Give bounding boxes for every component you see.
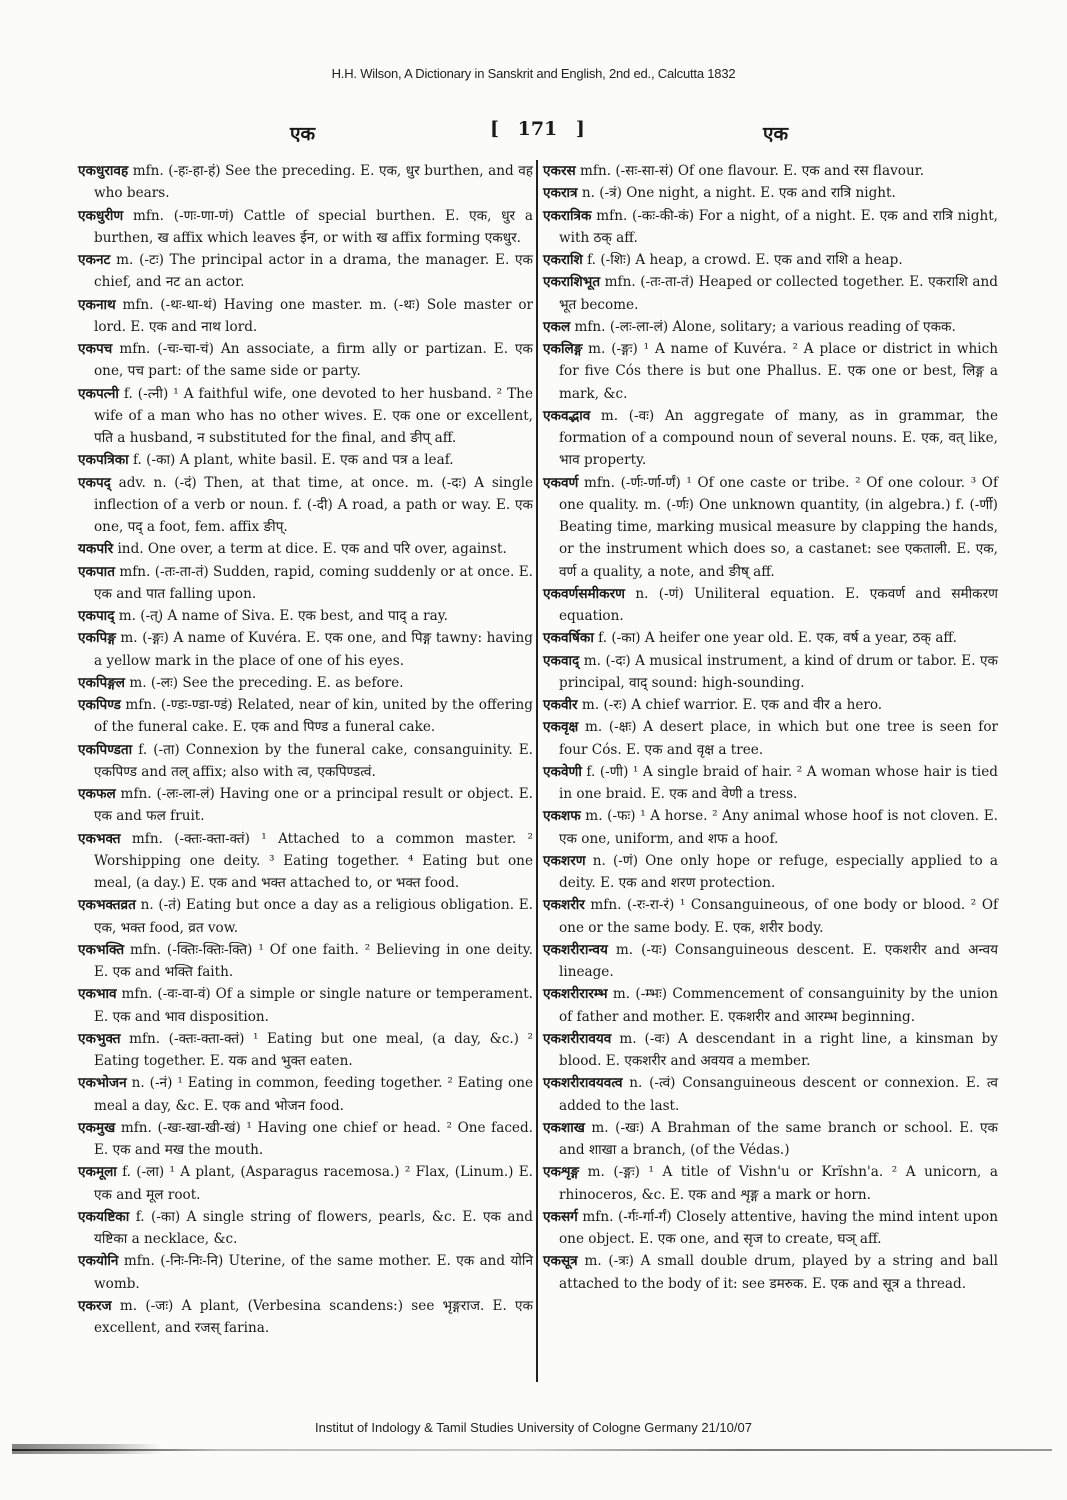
- definition: m. (-ङ्गः) A name of Kuvéra. E. एक one, and पिङ्ग tawny: having a yellow mark in the place of one of his eyes.: [94, 630, 533, 669]
- dictionary-entry: [78, 828, 533, 895]
- headword: एकराशिभूत: [543, 274, 601, 291]
- dictionary-entry: [543, 694, 998, 716]
- footer-caption: Institut of Indology & Tamil Studies University of Cologne Germany 21/10/07: [315, 1420, 752, 1435]
- definition: m. (-खः) A Brahman of the same branch or school. E. एक and शाखा a branch, (of the Védas.): [559, 1119, 998, 1158]
- headword: एकपद्: [78, 474, 111, 491]
- definition: mfn. (-तः-ता-तं) Sudden, rapid, coming suddenly or at once. E. एक and पात falling upon.: [94, 563, 533, 602]
- headword: एकल: [543, 318, 571, 335]
- headword: एकपत्रिका: [78, 452, 129, 469]
- definition: m. (-वः) An aggregate of many, as in grammar, the formation of a compound noun of several nouns. E. एक, वत् like, भाव property.: [559, 407, 998, 469]
- source-caption: H.H. Wilson, A Dictionary in Sanskrit and English, 2nd ed., Calcutta 1832: [331, 66, 736, 81]
- definition: mfn. (-निः-निः-नि) Uterine, of the same mother. E. एक and योनि womb.: [94, 1253, 533, 1292]
- definition: m. (-त्) A name of Siva. E. एक best, and पाद् a ray.: [114, 608, 448, 624]
- headword: एकवेणी: [543, 763, 582, 780]
- headword: एकरात्र: [543, 185, 578, 202]
- dictionary-entry: [78, 783, 533, 828]
- dictionary-entry: [78, 605, 533, 627]
- definition: mfn. (-क्तः-क्ता-क्तं) ¹ Attached to a common master. ² Worshipping one deity. ³ Eating together. ⁴ Eating but one meal, (a day.) E. एक and भक्त attached to, or भक्त food.: [94, 830, 533, 891]
- headword: एकभुक्त: [78, 1030, 121, 1047]
- dictionary-entry: [543, 627, 998, 649]
- headword: एकपात: [78, 563, 115, 580]
- headword: एकमुख: [78, 1119, 116, 1136]
- definition: f. (-का) A heifer one year old. E. एक, वर्ष a year, ठक् aff.: [593, 630, 957, 647]
- headword: एकपत्नी: [78, 385, 119, 402]
- headword: एकवद्भाव: [543, 407, 591, 424]
- headword: एकपिण्ड: [78, 697, 121, 713]
- definition: n. (-तं) Eating but once a day as a religious obligation. E. एक, भक्त food, व्रत vow.: [94, 897, 533, 936]
- dictionary-entry: [78, 939, 533, 984]
- headword: एकशाख: [543, 1119, 585, 1136]
- definition: f. (-णी) ¹ A single braid of hair. ² A woman whose hair is tied in one braid. E. एक and वेणी a tress.: [559, 763, 998, 802]
- headword: एकमूला: [78, 1164, 117, 1181]
- headword: एकशरण: [543, 852, 586, 869]
- running-head-left: एक: [290, 123, 316, 145]
- headword: एकभोजन: [78, 1075, 127, 1092]
- definition: m. (-टः) The principal actor in a drama, the manager. E. एक chief, and नट an actor.: [94, 252, 533, 291]
- definition: n. (-नं) ¹ Eating in common, feeding together. ² Eating one meal a day, &c. E. एक and भोजन food.: [94, 1075, 533, 1114]
- definition: f. (-त्नी) ¹ A faithful wife, one devoted to her husband. ² The wife of a man who has no other wives. E. एक one or excellent, पति a husband, न substituted for the final, and ङीप् aff.: [94, 385, 533, 446]
- headword: एकसर्ग: [543, 1208, 578, 1225]
- definition: mfn. (-वः-वा-वं) Of a simple or single nature or temperament. E. एक and भाव disposition.: [94, 986, 533, 1025]
- dictionary-entry: [78, 739, 533, 784]
- running-head: [0, 118, 1067, 148]
- headword: एकवीर: [543, 697, 578, 713]
- dictionary-entry: [78, 894, 533, 939]
- dictionary-entry: [78, 1117, 533, 1162]
- dictionary-entry: [543, 1072, 998, 1117]
- dictionary-entry: [543, 160, 998, 182]
- headword: एकनट: [78, 252, 111, 268]
- definition: m. (-जः) A plant, (Verbesina scandens:) see भृङ्गराज. E. एक excellent, and रजस् farina.: [94, 1297, 533, 1336]
- headword: एकफल: [78, 786, 116, 802]
- dictionary-entry: [543, 983, 998, 1028]
- definition: m. (-लः) See the preceding. E. as before.: [125, 674, 404, 691]
- definition: adv. n. (-दं) Then, at that time, at once. m. (-दः) A single inflection of a verb or noun. f. (-दी) A road, a path or way. E. एक one, पद् a foot, fem. affix ङीप्.: [94, 474, 533, 535]
- headword: एकवाद्: [543, 652, 580, 669]
- left-column: [78, 160, 533, 1339]
- definition: f. (-ता) Connexion by the funeral cake, consanguinity. E. एकपिण्ड and तल् affix; also with त्व, एकपिण्डत्वं.: [94, 741, 533, 780]
- dictionary-entry: [78, 1028, 533, 1073]
- headword: एकसूत्र: [543, 1253, 578, 1270]
- headword: एकशफ: [543, 808, 581, 825]
- dictionary-entry: [543, 405, 998, 472]
- dictionary-entry: [78, 1072, 533, 1117]
- dictionary-entry: [78, 294, 533, 339]
- headword: एकशरीर: [543, 897, 585, 914]
- dictionary-entry: [543, 1206, 998, 1251]
- headword: यकपरि: [78, 541, 114, 558]
- headword: एकवृक्ष: [543, 719, 579, 736]
- headword: एकशृङ्ग: [543, 1164, 580, 1181]
- headword: एकधुरावह: [78, 163, 129, 179]
- definition: m. (-वः) A descendant in a right line, a kinsman by blood. E. एकशरीर and अवयव a member.: [559, 1030, 998, 1069]
- running-head-right: एक: [763, 123, 789, 145]
- dictionary-entry: [78, 205, 533, 250]
- dictionary-entry: [78, 383, 533, 450]
- definition: mfn. (-क्तः-क्ता-क्तं) ¹ Eating but one meal, (a day, &c.) ² Eating together. E. यक and भुक्त eaten.: [94, 1030, 533, 1069]
- definition: mfn. (-लः-ला-लं) Having one or a principal result or object. E. एक and फल fruit.: [94, 786, 533, 825]
- column-divider: [536, 160, 538, 1382]
- definition: m. (-त्रः) A small double drum, played by a string and ball attached to the body of it: see डमरुक. E. एक and सूत्र a thread.: [559, 1253, 998, 1292]
- definition: m. (-दः) A musical instrument, a kind of drum or tabor. E. एक principal, वाद् sound: high-sounding.: [559, 652, 998, 691]
- dictionary-entry: [543, 271, 998, 316]
- dictionary-entry: [78, 1295, 533, 1340]
- dictionary-entry: [543, 472, 998, 583]
- dictionary-entry: [78, 538, 533, 560]
- definition: mfn. (-हः-हा-हं) See the preceding. E. एक, धुर burthen, and वह who bears.: [94, 163, 533, 202]
- definition: mfn. (-थः-था-थं) Having one master. m. (-थः) Sole master or lord. E. एक and नाथ lord.: [94, 296, 533, 335]
- dictionary-entry: [543, 650, 998, 695]
- definition: mfn. (-कः-की-कं) For a night, of a night. E. एक and रात्रि night, with ठक् aff.: [559, 207, 998, 246]
- headword: एकलिङ्ग: [543, 341, 583, 357]
- dictionary-entry: [78, 1206, 533, 1251]
- headword: एकपिण्डता: [78, 741, 133, 758]
- definition: mfn. (-तः-ता-तं) Heaped or collected together. E. एकराशि and भूत become.: [559, 274, 998, 313]
- definition: f. (-का) A single string of flowers, pearls, &c. E. एक and यष्टिका a necklace, &c.: [94, 1208, 533, 1247]
- headword: एकवर्ण: [543, 474, 579, 491]
- definition: m. (-ङ्गः) ¹ A title of Vishn'u or Krïshn'a. ² A unicorn, a rhinoceros, &c. E. एक and शृङ्ग a mark or horn.: [559, 1164, 998, 1203]
- dictionary-entry: [543, 1028, 998, 1073]
- dictionary-entry: [543, 1250, 998, 1295]
- headword: एकपाद्: [78, 608, 115, 624]
- definition: n. (-णं) One only hope or refuge, especially applied to a deity. E. एक and शरण protection.: [559, 852, 998, 891]
- page-number: [ 171 ]: [490, 118, 585, 140]
- dictionary-entry: [78, 672, 533, 694]
- headword: एकरात्रिक: [543, 207, 592, 224]
- dictionary-entry: [78, 1161, 533, 1206]
- headword: एकरस: [543, 163, 576, 179]
- headword: एकवर्षिका: [543, 630, 594, 647]
- definition: n. (-त्वं) Consanguineous descent or connexion. E. त्व added to the last.: [559, 1075, 998, 1114]
- headword: एकभाव: [78, 986, 117, 1003]
- dictionary-entry: [543, 316, 998, 338]
- footer-rule: [12, 1449, 1052, 1451]
- dictionary-entry: [78, 694, 533, 739]
- dictionary-entry: [78, 561, 533, 606]
- headword: एकशरीरावयवत्व: [543, 1075, 623, 1092]
- definition: mfn. (-लः-ला-लं) Alone, solitary; a various reading of एकक.: [570, 318, 956, 335]
- dictionary-entry: [543, 894, 998, 939]
- definition: mfn. (-रः-रा-रं) ¹ Consanguineous, of one body or blood. ² Of one or the same body. E. एक, शरीर body.: [559, 897, 998, 936]
- dictionary-entry: [78, 627, 533, 672]
- dictionary-entry: [78, 1250, 533, 1295]
- definition: m. (-ङ्गः) ¹ A name of Kuvéra. ² A place or district in which for five Cós there is but one Phallus. E. एक one or best, लिङ्ग a mark, &c.: [559, 341, 998, 402]
- headword: एकभक्त: [78, 830, 121, 847]
- definition: mfn. (-चः-चा-चं) An associate, a firm ally or partizan. E. एक one, पच part: of the same side or party.: [94, 341, 533, 380]
- dictionary-entry: [543, 850, 998, 895]
- definition: m. (-क्षः) A desert place, in which but one tree is seen for four Cós. E. एक and वृक्ष a tree.: [559, 719, 998, 758]
- dictionary-entry: [78, 472, 533, 539]
- definition: m. (-म्भः) Commencement of consanguinity by the union of father and mother. E. एकशरीर and आरम्भ beginning.: [559, 986, 998, 1025]
- definition: mfn. (-ण्डः-ण्डा-ण्डं) Related, near of kin, united by the offering of the funeral cake. E. एक and पिण्ड a funeral cake.: [94, 697, 533, 736]
- dictionary-entry: [78, 160, 533, 205]
- dictionary-entry: [543, 1161, 998, 1206]
- headword: एकनाथ: [78, 296, 116, 313]
- headword: एकवर्णसमीकरण: [543, 585, 626, 602]
- headword: एकपिङ्गल: [78, 674, 126, 691]
- definition: f. (-का) A plant, white basil. E. एक and पत्र a leaf.: [128, 452, 454, 469]
- dictionary-entry: [543, 939, 998, 984]
- headword: एकशरीरान्वय: [543, 941, 608, 958]
- definition: mfn. (-सः-सा-सं) Of one flavour. E. एक and रस flavour.: [575, 163, 925, 179]
- dictionary-entry: [543, 1117, 998, 1162]
- headword: एकयोनि: [78, 1253, 119, 1270]
- right-column: [543, 160, 998, 1295]
- definition: n. (-णं) Uniliteral equation. E. एकवर्ण and समीकरण equation.: [559, 585, 998, 624]
- headword: एकभक्तव्रत: [78, 897, 136, 914]
- dictionary-entry: [543, 205, 998, 250]
- definition: f. (-शिः) A heap, a crowd. E. एक and राशि a heap.: [582, 252, 903, 268]
- dictionary-entry: [543, 338, 998, 405]
- definition: m. (-रः) A chief warrior. E. एक and वीर a hero.: [577, 697, 883, 713]
- dictionary-entry: [543, 583, 998, 628]
- definition: mfn. (-णः-णा-णं) Cattle of special burthen. E. एक, धुर a burthen, ख affix which leaves ईन, or with ख affix forming एकधुर.: [94, 207, 533, 246]
- dictionary-entry: [543, 761, 998, 806]
- definition: mfn. (-र्णः-र्णा-र्णं) ¹ Of one caste or tribe. ² Of one colour. ³ Of one quality. m. (-र्णः) One unknown quantity, (in algebra.) f. (-र्णी) Beating time, marking musical measure by clapping the hands, or the instrument which does so, a castanet: see एकताली. E. एक, वर्ण a quality, a note, and ङीष् aff.: [559, 474, 998, 580]
- headword: एकशरीरावयव: [543, 1030, 612, 1047]
- dictionary-entry: [78, 249, 533, 294]
- dictionary-entry: [78, 983, 533, 1028]
- dictionary-entry: [543, 249, 998, 271]
- dictionary-entry: [78, 338, 533, 383]
- definition: n. (-त्रं) One night, a night. E. एक and रात्रि night.: [577, 185, 896, 202]
- headword: एकपच: [78, 341, 113, 357]
- headword: एकरज: [78, 1297, 112, 1314]
- definition: mfn. (-खः-खा-खी-खं) ¹ Having one chief or head. ² One faced. E. एक and मख the mouth.: [94, 1119, 533, 1158]
- dictionary-entry: [543, 805, 998, 850]
- headword: एकयष्टिका: [78, 1208, 130, 1225]
- dictionary-entry: [78, 449, 533, 471]
- dictionary-entry: [543, 182, 998, 204]
- headword: एकपिङ्ग: [78, 630, 116, 647]
- dictionary-entry: [543, 716, 998, 761]
- headword: एकधुरीण: [78, 207, 124, 224]
- definition: mfn. (-क्तिः-क्तिः-क्ति) ¹ Of one faith. ² Believing in one deity. E. एक and भक्ति faith.: [94, 941, 533, 980]
- definition: ind. One over, a term at dice. E. एक and परि over, against.: [113, 541, 507, 558]
- headword: एकभक्ति: [78, 941, 125, 958]
- definition: m. (-फः) ¹ A horse. ² Any animal whose hoof is not cloven. E. एक one, uniform, and शफ a hoof.: [559, 808, 998, 847]
- headword: एकशरीरारम्भ: [543, 986, 608, 1003]
- definition: m. (-यः) Consanguineous descent. E. एकशरीर and अन्वय lineage.: [559, 941, 998, 980]
- headword: एकराशि: [543, 252, 583, 268]
- definition: f. (-ला) ¹ A plant, (Asparagus racemosa.) ² Flax, (Linum.) E. एक and मूल root.: [94, 1164, 533, 1203]
- definition: mfn. (-र्गः-र्गा-र्गं) Closely attentive, having the mind intent upon one object. E. एक one, and सृज to create, घञ् aff.: [559, 1208, 998, 1247]
